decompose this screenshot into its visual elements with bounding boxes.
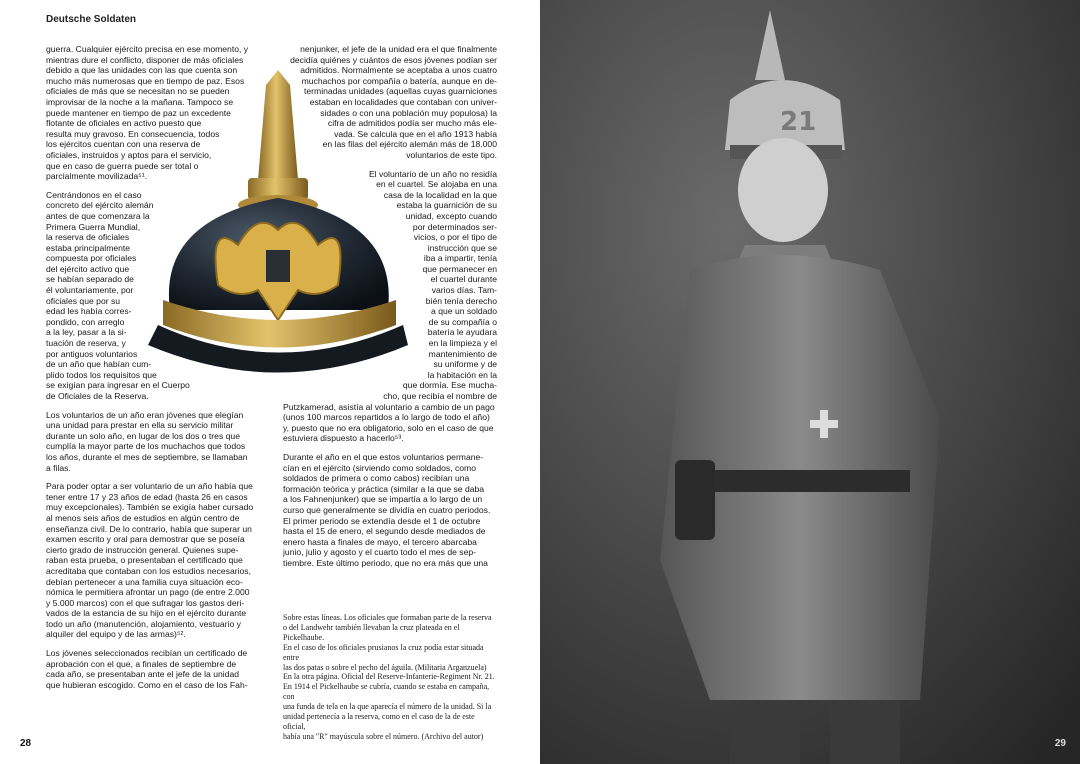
paragraph: guerra. Cualquier ejército precisa en ese momento, y mientras dure el conflicto, disponer de más oficiales debido a que las unidades con las que cuenta son mucho más numerosas que en tiempo de paz. Esos oficiales de más que se necesitan no se pueden improvisar de la noche a la mañana. Tampoco se puede mantener en tiempo de paz un excedente flotante de oficiales en activo puesto que resulta muy gravoso. En consecuencia, todos los ejércitos cuentan con una reserva de oficiales, instruidos y aptos para el servicio, que en caso de guerra puede ser total o parcialmente movilizada⁵¹. — [46, 44, 249, 182]
paragraph: Centrándonos en el caso concreto del ejército alemán antes de que comenzara la Primera Guerra Mundial, la reserva de oficiales estaba principalmente compuesta por oficiales del ejército activo que se habían separado de él voluntariamente, por oficiales que por su edad les había corres- pondido, con arreglo a la ley, pasar a la si- tuación de reserva, y por antiguos voluntarios de un año que habían cum- plido todos los requisitos que se exigían para ingresar en el Cuerpo de Oficiales de la Reserva. — [46, 189, 190, 401]
paragraph: Para poder optar a ser voluntario de un año había que tener entre 17 y 23 años de edad (hasta 26 en casos muy excepcionales). También se exigía haber cursado al menos seis años de estudios en algún centro de enseñanza civil. De lo contrario, había que superar un examen escrito y oral para demostrar que se poseía cierto grado de instrucción general. Quienes supe- raban esta prueba, o presentaban el certificado que acreditaba que contaban con los estudios necesarios, debían pertenecer a una familia cuya situación eco- nómica le permitiera afrontar un pago (de entre 2.000 y 5.000 marcos) con el que sufragar los gastos deri- vados de la estancia de su hijo en el ejército durante todo un año (manutención, alojamiento, vestuario y alquiler del equipo y de las armas)⁵². — [46, 481, 254, 640]
right-page — [540, 0, 1080, 764]
paragraph: Los voluntarios de un año eran jóvenes que elegían una unidad para prestar en ella su servicio militar durante un solo año, en lugar de los dos o tres que cumplía la mayor parte de los muchachos que todos los años, durante el mes de septiembre, se llamaban a filas. — [46, 409, 248, 473]
helmet-cover-number: 21 — [780, 107, 817, 137]
caption-other-page: En la otra página. Oficial del Reserve-Infanterie-Regiment Nr. 21. En 1914 el Pickelhaube se cubría, cuando se estaba en campaña, con una funda de tela en la que aparecía el número de la unidad. Si la unidad pertenecía a la reserva, como en el caso de la de este oficial, había una "R" mayúscula sobre el número. (Archivo del autor) — [283, 672, 495, 741]
paragraph: Los jóvenes seleccionados recibían un certificado de aprobación con el que, a finales de septiembre de cada año, se presentaban ante el jefe de la unidad que hubieran escogido. Como en el caso de los Fah- — [46, 648, 248, 690]
caption-above: Sobre estas líneas. Los oficiales que formaban parte de la reserva o del Landwehr también llevaban la cruz plateada en el Pickelhaube. En el caso de los oficiales prusianos la cruz podía estar situada entre las dos patas o sobre el pecho del águila. (Militaria Arganzuela) — [283, 613, 492, 672]
pickelhaube-helmet-photo — [148, 70, 408, 400]
paragraph: El voluntario de un año no residía en el cuartel. Se alojaba en una casa de la localidad en la que estaba la guarnición de su unidad, excepto cuando por determinados ser- vicios, o por el tipo de instrucción que se iba a impartir, tenía que permanecer en el cuartel durante varios días. Tam- bién tenía derecho a que un soldado de su compañía o batería le ayudara en la limpieza y el mantenimiento de su uniforme y de la habitación en la que dormía. Ese mucha- cho, que recibía el nombre de — [368, 168, 497, 401]
officer-portrait-photo — [540, 0, 1080, 764]
paragraph: nenjunker, el jefe de la unidad era el que finalmente decidía quiénes y cuántos de esos jóvenes podían ser admitidos. Normalmente se aceptaba a unos cuatro muchachos por compañía o batería, aunque en de- terminadas unidades (aquellas cuyas guarniciones estaban en localidades que contaban con univer- sidades o con una población muy populosa) la cifra de admitidos podía ser mucho más ele- vada. Se calcula que en el año 1913 había en las filas del ejército alemán más de 18.000 voluntarios de este tipo. — [290, 44, 497, 160]
paragraph: Putzkamerad, asistía al voluntario a cambio de un pago (unos 100 marcos repartidos a lo largo de todo el año) y, puesto que no era obligatorio, solo en el caso de que estuviera dispuesto a hacerlo⁵³. — [283, 401, 495, 444]
page-number-right: 29 — [1054, 738, 1066, 749]
page-number-left: 28 — [20, 738, 32, 749]
paragraph: Durante el año en el que estos voluntarios permane- cían en el ejército (sirviendo como soldados, como soldados de primera o como cabos) recibían una formación teórica y práctica (similar a la que se daba a los Fahnenjunker) que se impartía a lo largo de un curso que generalmente se dividía en cuatro periodos. El primer periodo se extendía desde el 1 de octubre hasta el 15 de enero, el segundo desde mediados de enero hasta a finales de mayo, el tercero abarcaba junio, julio y agosto y el cuarto todo el mes de sep- tiembre. Este último periodo, que no era más que una — [283, 451, 491, 568]
running-head: Deutsche Soldaten — [46, 14, 137, 25]
